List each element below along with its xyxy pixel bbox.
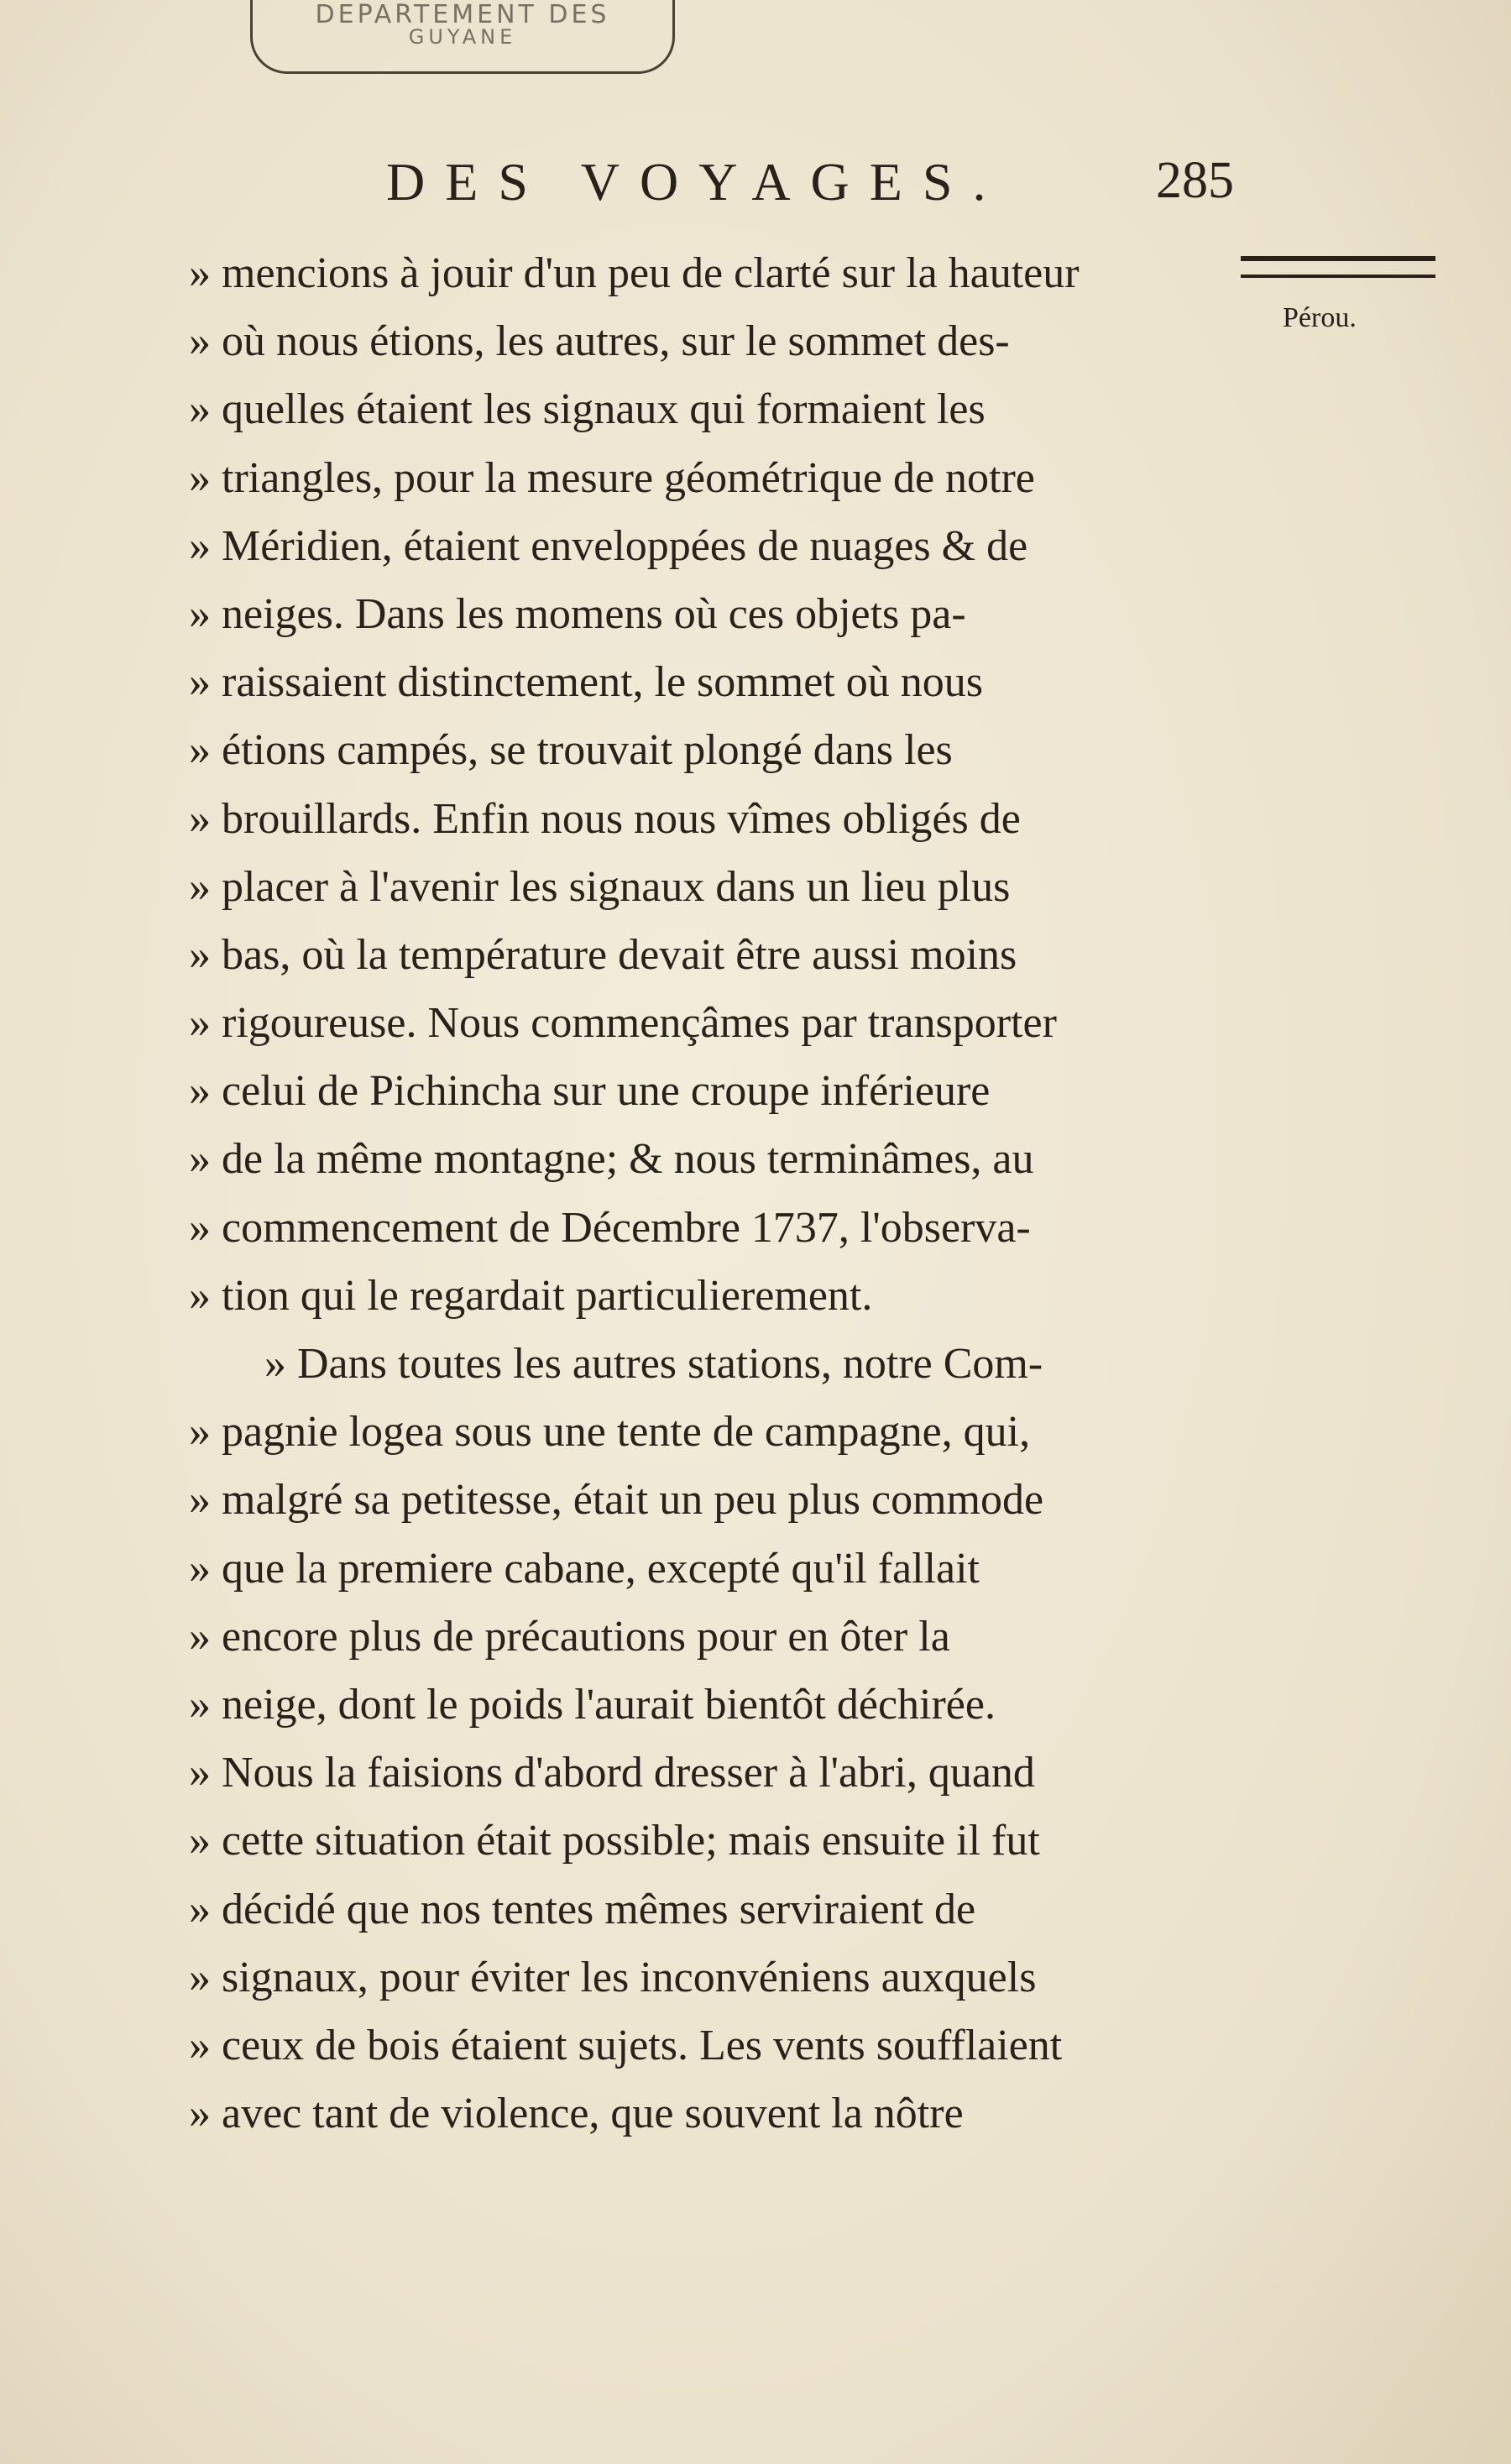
text-line: » tion qui le regardait particulierement. — [189, 1271, 873, 1320]
page-header — [369, 143, 1251, 222]
text-line: » bas, où la température devait être aussi moins — [189, 930, 1017, 979]
text-line: » mencions à jouir d'un peu de clarté sur la hauteur — [189, 249, 1080, 297]
text-line: » Méridien, étaient enveloppées de nuages & de — [189, 521, 1028, 570]
text-line: » malgré sa petitesse, était un peu plus commode — [189, 1476, 1044, 1525]
text-line: » cette situation était possible; mais ensuite il fut — [189, 1817, 1040, 1865]
text-line: » que la premiere cabane, excepté qu'il fallait — [189, 1544, 980, 1593]
margin-note: Pérou. — [1283, 302, 1357, 333]
library-stamp — [250, 0, 675, 74]
text-line: » celui de Pichincha sur une croupe inférieure — [189, 1067, 991, 1116]
text-line: » triangles, pour la mesure géométrique de notre — [189, 453, 1035, 502]
text-line: » Nous la faisions d'abord dresser à l'abri, quand — [189, 1749, 1035, 1797]
margin-rule — [1241, 256, 1435, 278]
body-text — [189, 239, 1263, 2147]
text-line: » signaux, pour éviter les inconvéniens auxquels — [189, 1953, 1037, 2001]
text-line: » placer à l'avenir les signaux dans un lieu plus — [189, 862, 1011, 911]
text-line: » pagnie logea sous une tente de campagne, qui, — [189, 1408, 1031, 1457]
text-line: » de la même montagne; & nous terminâmes, au — [189, 1135, 1034, 1184]
text-line: » quelles étaient les signaux qui formaient les — [189, 385, 986, 434]
text-line: » avec tant de violence, que souvent la nôtre — [189, 2090, 964, 2138]
text-line: » où nous étions, les autres, sur le sommet des- — [189, 317, 1010, 366]
text-line: » décidé que nos tentes mêmes serviraient de — [189, 1885, 976, 1933]
text-line: » rigoureuse. Nous commençâmes par transporter — [189, 999, 1057, 1048]
text-line: » commencement de Décembre 1737, l'observa- — [189, 1203, 1031, 1252]
paragraph-start-line: » Dans toutes les autres stations, notre Com- — [264, 1340, 1043, 1388]
running-title: DES VOYAGES. — [386, 152, 1006, 212]
text-line: » encore plus de précautions pour en ôter la — [189, 1612, 950, 1661]
text-line: » étions campés, se trouvait plongé dans les — [189, 726, 953, 775]
stamp-line-1: DEPARTEMENT DES — [315, 0, 610, 29]
text-line: » brouillards. Enfin nous nous vîmes obligés de — [189, 794, 1021, 843]
page-number: 285 — [1156, 152, 1234, 209]
stamp-line-2: GUYANE — [408, 25, 517, 49]
text-line: » neige, dont le poids l'aurait bientôt déchirée. — [189, 1680, 996, 1729]
text-line: » raissaient distinctement, le sommet où nous — [189, 658, 983, 707]
text-line: » neiges. Dans les momens où ces objets pa- — [189, 589, 966, 638]
text-line: » ceux de bois étaient sujets. Les vents soufflaient — [189, 2021, 1063, 2069]
